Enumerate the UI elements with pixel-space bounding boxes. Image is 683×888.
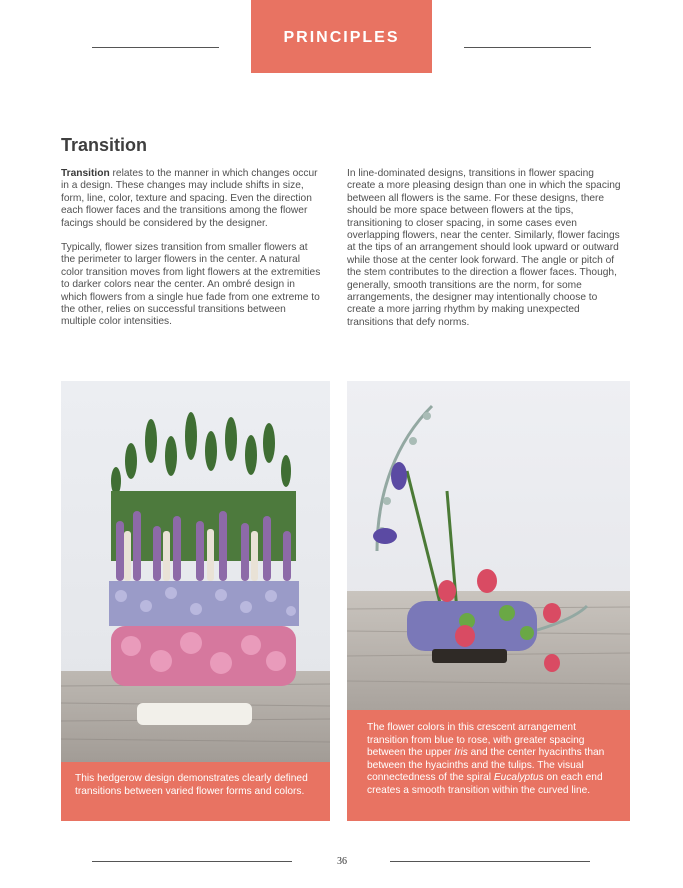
page-title: Transition xyxy=(61,135,148,155)
right-caption-text-2: and the center hyacinths than between the hyacinths and the tulips. The visual connectedness of the spiral xyxy=(367,747,605,784)
right-caption-italic-eucalyptus: Eucalyptus xyxy=(493,772,544,784)
right-photo-caption xyxy=(347,710,630,821)
left-paragraph-2: Typically, flower sizes transition from smaller flowers at the perimeter to larger flowers in the center. A natural color transition moves from light flowers at the extremities to darker colors near the center. An ombré design in which flowers from a single hue fade from one extreme to the other, relies on successful transitions between multiple color intensities. xyxy=(61,242,321,328)
header-rule-right xyxy=(464,47,591,48)
hedgerow-photo xyxy=(61,381,330,762)
page-number: 36 xyxy=(337,856,347,867)
left-paragraph-1-text: relates to the manner in which changes occur in a design. These changes may include shifts in size, form, line, color, texture and spacing. Even the direction each flower faces and the transitions among the flower facings should be considered by the designer. xyxy=(61,168,318,229)
left-text-column xyxy=(61,168,323,341)
right-caption-italic-iris: Iris xyxy=(454,747,468,759)
left-caption-text: This hedgerow design demonstrates clearly defined transitions between varied flower forms and colors. xyxy=(75,773,308,797)
left-photo-caption xyxy=(61,762,330,821)
right-caption-text-1: The flower colors in this crescent arrangement transition from blue to rose, with greater spacing between the upper xyxy=(367,722,585,759)
section-header-tab xyxy=(251,0,432,73)
section-header-label: PRINCIPLES xyxy=(283,28,400,46)
right-paragraph-1: In line-dominated designs, transitions in flower spacing create a more pleasing design than one in which the spacing between all flowers is the same. For these designs, there should be more space between flowers at the tips, transitioning to closer spacing, in some cases even overlapping flowers, near the center. Similarly, flower facings at the tips of an arrangement should look upward or outward while those at the center look forward. The angle or pitch of the stem contributes to the direction a flower faces. Though, generally, smooth transitions are the norm, for some arrangements, the designer may intentionally choose to create a more jarring rhythm by making unexpected transitions that defy norms. xyxy=(347,168,621,328)
crescent-photo xyxy=(347,381,630,710)
left-paragraph-1 xyxy=(61,168,323,230)
header-rule-left xyxy=(92,47,219,48)
term-lead: Transition xyxy=(61,168,110,179)
right-text-column xyxy=(347,168,622,341)
footer-rule-right xyxy=(390,861,590,862)
footer-rule-left xyxy=(92,861,292,862)
right-caption-text-3: on each end creates a smooth transition within the curved line. xyxy=(367,772,603,796)
